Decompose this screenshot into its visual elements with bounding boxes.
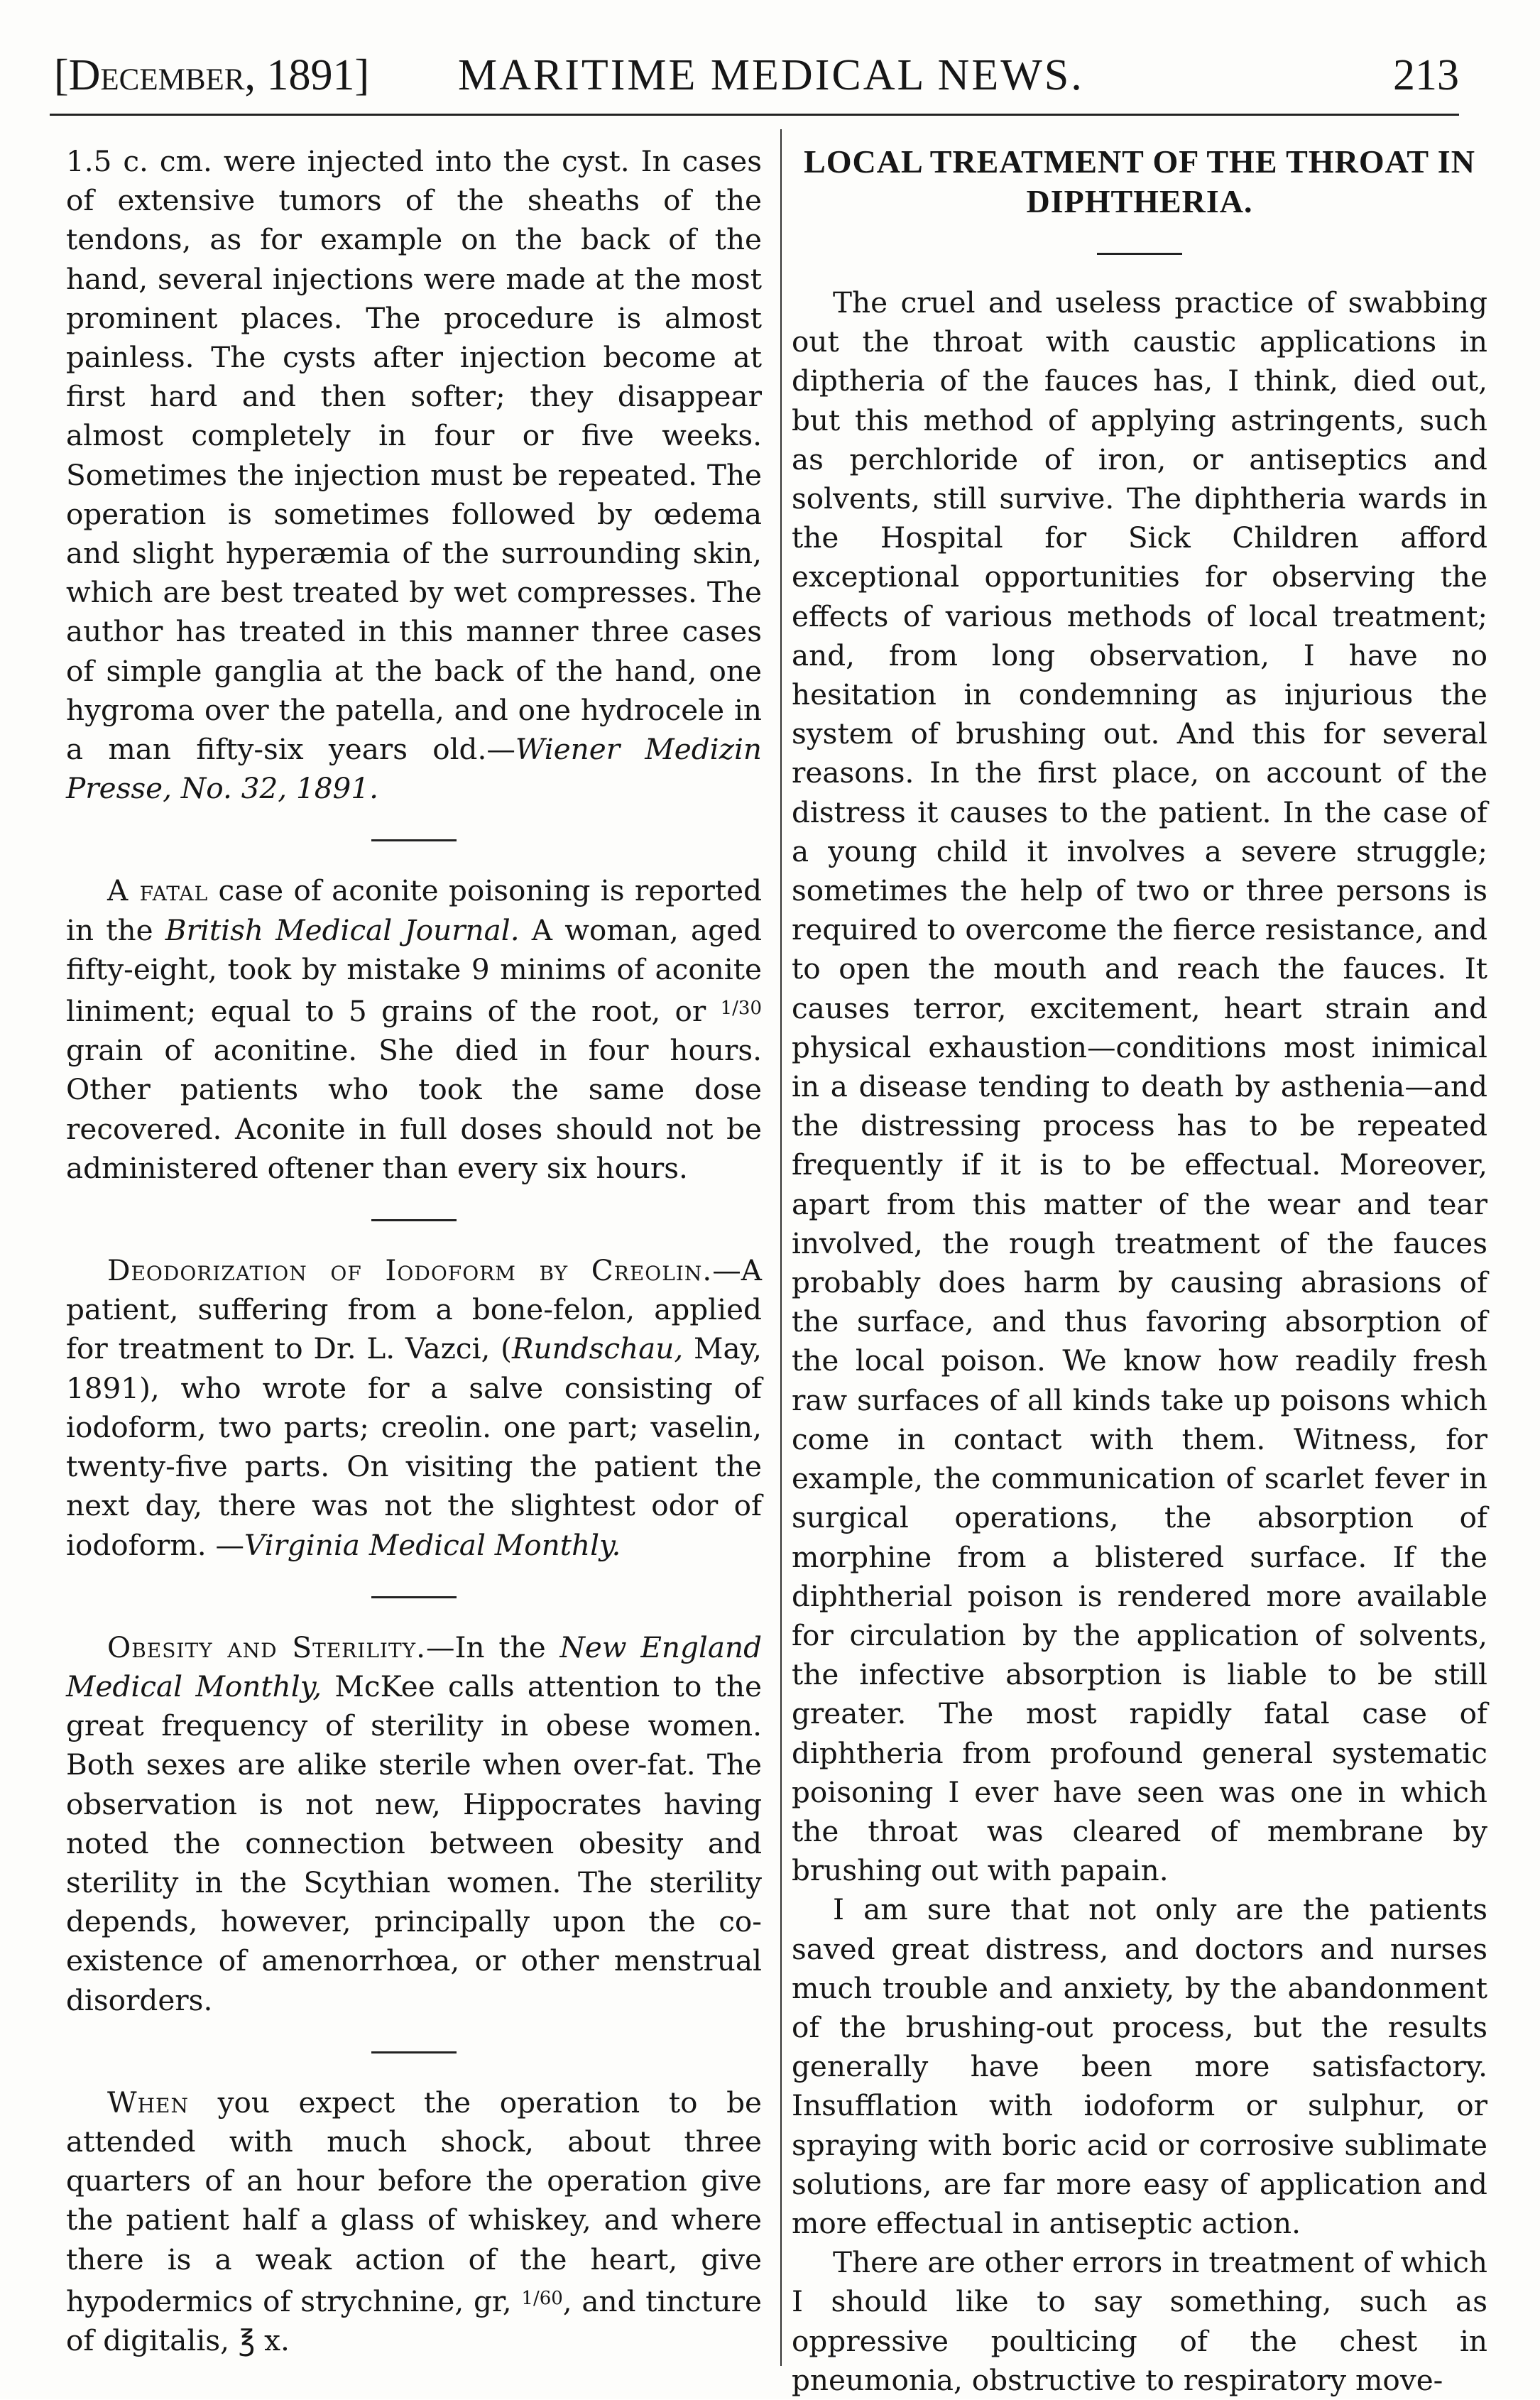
ganglia-injection-paragraph	[66, 142, 762, 808]
section-heading: Deodorization of Iodoform by Creolin.	[107, 1253, 713, 1288]
article-paragraph-1: The cruel and useless practice of swabbing out the throat with caustic applications in diptheria of the fauces has, I think, died out, but this method of applying astringents, such as perchloride of iron, or antiseptics and solvents, still survive. The diphtheria wards in the Hospital for Sick Children afford exceptional opportunities for observing the effects of various methods of local treatment; and, from long observation, I have no hesitation in condemning as injurious the system of brushing out. And this for several reasons. In the first place, on account of the distress it causes to the patient. In the case of a young child it involves a severe struggle; sometimes the help of two or three persons is required to overcome the fierce resistance, and to open the mouth and reach the fauces. It causes terror, excitement, heart strain and physical exhaustion—conditions most inimical in a disease tending to death by asthenia—and the distressing process has to be repeated frequently if it is to be effectual. Moreover, apart from this matter of the wear and tear involved, the rough treatment of the fauces probably does harm by causing abrasions of the surface, and thus favoring absorption of the local poison. We know how readily fresh raw surfaces of all kinds take up poisons which come in contact with them. Witness, for example, the communication of scarlet fever in surgical operations, the absorption of morphine from a blistered surface. If the diphtherial poison is rendered more available for circulation by the application of solvents, the infective absorption is liable to be still greater. The most rapidly fatal case of diphtheria from profound general systematic poisoning I ever have seen was one in which the throat was cleared of membrane by brushing out with papain.	[792, 285, 1487, 1888]
header-rule	[50, 114, 1459, 116]
journal-title: MARITIME MEDICAL NEWS.	[458, 51, 1084, 99]
lead-words: A fatal	[107, 873, 209, 908]
paragraph-text: case of aconite poisoning is reported in the	[66, 873, 762, 947]
column-divider	[780, 129, 782, 2366]
paragraph-text: you expect the operation to be attended with much shock, about three quarters of an hour before the operation give the patient half a glass of whiskey, and where there is a weak action of the heart, give hypodermics of strychnine, gr,	[66, 2085, 762, 2318]
operation-shock-paragraph	[66, 2083, 762, 2360]
paragraph-text: , and tincture of digitalis, ℥ x.	[66, 2284, 762, 2357]
aconite-poisoning-paragraph	[66, 871, 762, 1188]
issue-date: [December, 1891]	[54, 51, 370, 99]
section-rule	[371, 839, 457, 841]
paragraph-text: —In the	[426, 1630, 560, 1664]
paragraph-text: May, 1891), who wrote for a salve consisting of iodoform, two parts; creolin. one part; vaselin, twenty-five parts. On visiting the patient the next day, there was not the slightest odor of iodoform. —	[66, 1331, 762, 1562]
journal-name: New England Medical Monthly,	[66, 1630, 763, 1703]
section-heading: Obesity and Sterility.	[107, 1630, 427, 1664]
article-paragraph-3: There are other errors in treatment of which I should like to say something, such as oppressive poulticing of the chest in pneumonia, obstructive to respiratory move-	[792, 2245, 1487, 2397]
section-rule	[371, 1596, 457, 1598]
iodoform-deodorization-paragraph	[66, 1251, 762, 1565]
fraction: 1/60	[521, 2287, 563, 2309]
section-rule	[371, 2051, 457, 2053]
section-rule	[371, 1219, 457, 1221]
paragraph-text: A woman, aged fifty-eight, took by mistake 9 minims of aconite liniment; equal to 5 grains of the root, or	[66, 912, 762, 1029]
paragraph-text: grain of aconitine. She died in four hours. Other patients who took the same dose recovered. Aconite in full doses should not be administered oftener than every six hours.	[66, 1033, 762, 1185]
obesity-sterility-paragraph	[66, 1628, 762, 2020]
article-title: LOCAL TREATMENT OF THE THROAT IN DIPHTHERIA.	[804, 143, 1475, 219]
citation: Wiener Medizin Presse, No. 32, 1891.	[66, 732, 762, 806]
title-rule	[1097, 253, 1182, 255]
paragraph-text: McKee calls attention to the great frequency of sterility in obese women. Both sexes are alike sterile when over-fat. The observation is not new, Hippocrates having noted the connection between obesity and sterility in the Scythian women. The sterility depends, however, principally upon the co-existence of amenorrhœa, or other menstrual disorders.	[66, 1669, 763, 2017]
article-paragraph-2: I am sure that not only are the patients saved great distress, and doctors and nurses much trouble and anxiety, by the abandonment of the brushing-out process, but the results generally have been more satisfactory. Insufflation with iodoform or sulphur, or spraying with boric acid or corrosive sublimate solutions, are far more easy of application and more effectual in antiseptic action.	[792, 1892, 1487, 2240]
right-column	[792, 142, 1487, 2400]
fraction: 1/30	[720, 998, 762, 1020]
paragraph-text: 1.5 c. cm. were injected into the cyst. In cases of extensive tumors of the sheaths of the tendons, as for example on the back of the hand, several injections were made at the most prominent places. The procedure is almost painless. The cysts after injection become at first hard and then softer; they disappear almost completely in four or five weeks. Sometimes the injection must be repeated. The operation is sometimes followed by œdema and slight hyperæmia of the surrounding skin, which are best treated by wet compresses. The author has treated in this manner three cases of simple ganglia at the back of the hand, one hygroma over the patella, and one hydrocele in a man fifty-six years old.—	[66, 144, 762, 767]
left-column	[66, 142, 762, 2360]
citation: Virginia Medical Monthly.	[244, 1527, 621, 1562]
journal-name: Rundschau,	[512, 1331, 684, 1366]
paragraph-text: —A patient, suffering from a bone-felon, applied for treatment to Dr. L. Vazci, (	[66, 1253, 762, 1366]
page-number: 213	[1393, 51, 1459, 99]
page-header	[50, 41, 1459, 112]
journal-name: British Medical Journal.	[165, 912, 520, 947]
lead-words: When	[107, 2085, 189, 2120]
